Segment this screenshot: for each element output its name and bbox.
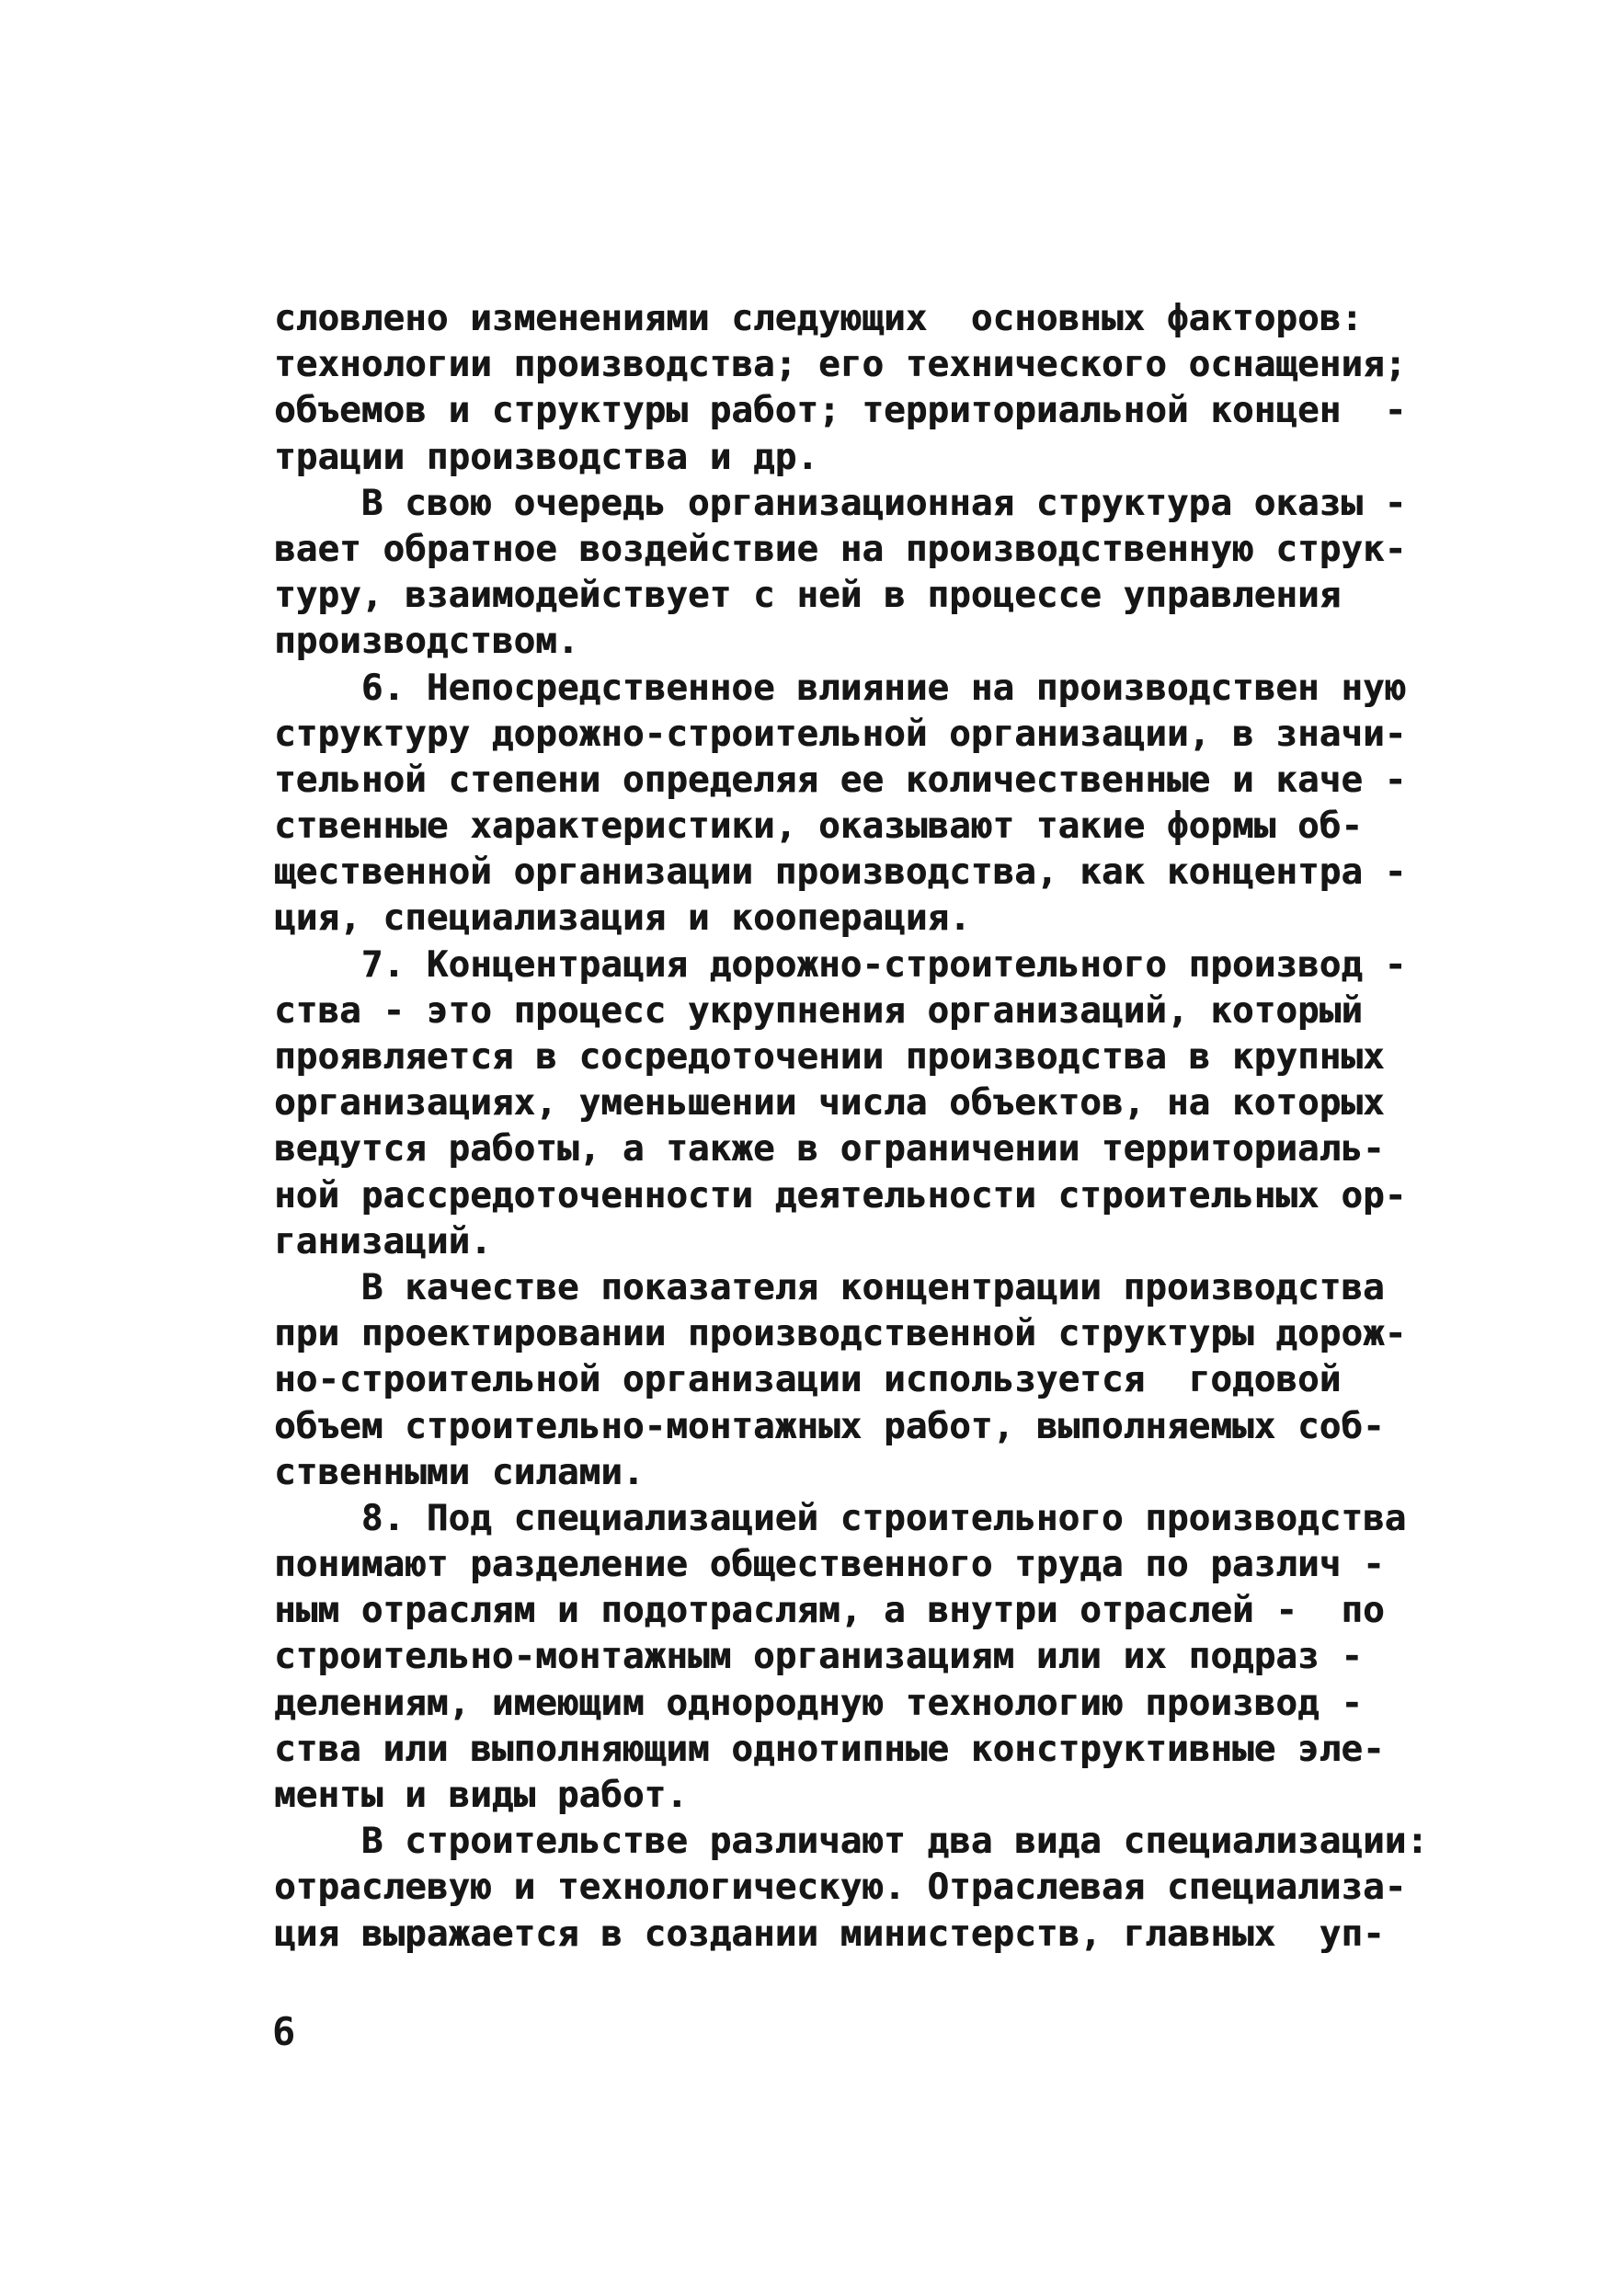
text-line: 6. Непосредственное влияние на производствен ную <box>274 667 1407 709</box>
text-line: В строительстве различают два вида специализации: <box>274 1821 1429 1863</box>
text-line: ведутся работы, а также в ограничении территориаль- <box>274 1128 1385 1171</box>
text-line: вает обратное воздействие на производственную струк- <box>274 528 1407 570</box>
text-line: ным отраслям и подотраслям, а внутри отраслей - по <box>274 1590 1385 1632</box>
text-line: трации производства и др. <box>274 436 818 478</box>
text-line: производством. <box>274 621 579 663</box>
text-line: туру, взаимодействует с ней в процессе управления <box>274 575 1342 617</box>
text-line: тельной степени определяя ее количественные и каче - <box>274 759 1407 801</box>
text-line: понимают разделение общественного труда по различ - <box>274 1544 1385 1586</box>
text-line: ства - это процесс укрупнения организаций, который <box>274 989 1363 1032</box>
text-line: менты и виды работ. <box>274 1775 688 1816</box>
text-line: ция, специализация и кооперация. <box>274 897 971 940</box>
text-line: ства или выполняющим однотипные конструктивные эле- <box>274 1728 1385 1770</box>
text-line: объемов и структуры работ; территориальной концен - <box>274 390 1407 432</box>
text-line: технологии производства; его технического оснащения; <box>274 344 1407 386</box>
text-line: В качестве показателя концентрации производства <box>274 1266 1385 1308</box>
text-line: ственные характеристики, оказывают такие формы об- <box>274 805 1363 848</box>
body-text <box>274 296 1460 1958</box>
text-line: объем строительно-монтажных работ, выполняемых соб- <box>274 1405 1385 1447</box>
text-line: 7. Концентрация дорожно-строительного производ - <box>274 943 1407 986</box>
text-line: ственными силами. <box>274 1451 645 1493</box>
text-line: щественной организации производства, как концентра - <box>274 851 1407 894</box>
text-line: В свою очередь организационная структура оказы - <box>274 482 1407 524</box>
text-line: строительно-монтажным организациям или их подраз - <box>274 1636 1363 1678</box>
text-line: словлено изменениями следующих основных факторов: <box>274 298 1363 339</box>
text-line: при проектировании производственной структуры дорож- <box>274 1313 1407 1355</box>
text-line: делениям, имеющим однородную технологию производ - <box>274 1682 1363 1724</box>
text-line: 8. Под специализацией строительного производства <box>274 1497 1407 1539</box>
page-number: 6 <box>272 2009 296 2054</box>
text-line: ной рассредоточенности деятельности строительных ор- <box>274 1174 1407 1217</box>
text-line: ция выражается в создании министерств, главных уп- <box>274 1913 1385 1955</box>
text-line: отраслевую и технологическую. Отраслевая специализа- <box>274 1867 1407 1909</box>
text-line: проявляется в сосредоточении производства в крупных <box>274 1036 1385 1078</box>
text-line: ганизаций. <box>274 1220 492 1262</box>
text-line: структуру дорожно-строительной организации, в значи- <box>274 713 1407 755</box>
text-line: но-строительной организации используется годовой <box>274 1359 1342 1401</box>
text-line: организациях, уменьшении числа объектов, на которых <box>274 1082 1385 1125</box>
